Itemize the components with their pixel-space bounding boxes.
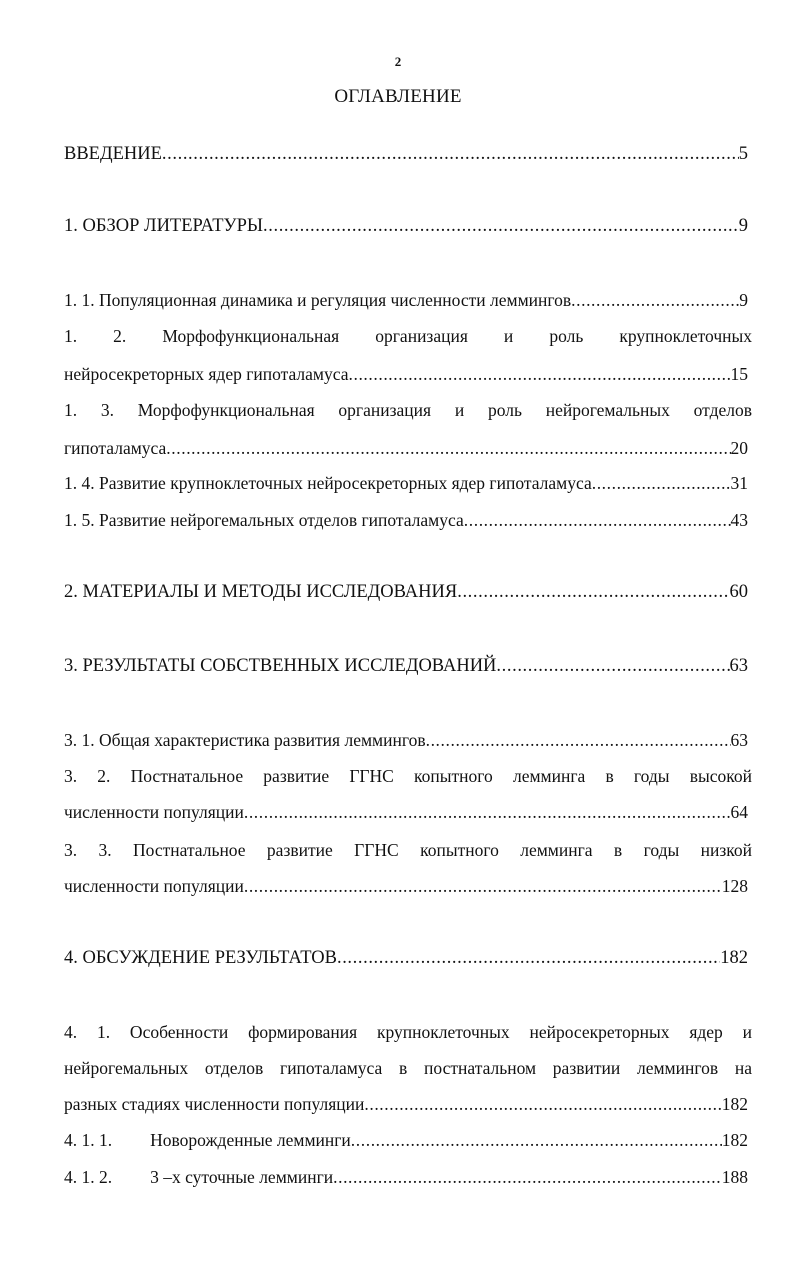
toc-leader-dots xyxy=(351,1128,722,1152)
toc-leader-dots xyxy=(464,508,731,532)
toc-entry-section-2 xyxy=(64,580,748,604)
toc-entry-section-3-1 xyxy=(64,728,748,752)
toc-entry-label: численности популяции xyxy=(64,876,244,896)
toc-entry-label: 3. 1. Общая характеристика развития леммингов xyxy=(64,730,426,750)
toc-leader-dots xyxy=(457,580,729,604)
toc-entry-page: 15 xyxy=(730,364,748,384)
toc-entry-label: нейросекреторных ядер гипоталамуса xyxy=(64,364,349,384)
toc-entry-introduction xyxy=(64,142,748,166)
toc-entry-page: 182 xyxy=(721,1094,748,1114)
toc-entry-text: 1. 3. Морфофункциональная организация и роль нейрогемальных отделов xyxy=(64,400,752,420)
toc-entry-section-3-3-line2 xyxy=(64,874,748,898)
toc-entry-number: 4. 1. 2. xyxy=(64,1167,113,1187)
toc-entry-label: 1. 5. Развитие нейрогемальных отделов гипоталамуса xyxy=(64,510,464,530)
toc-entry-section-1-3-line1 xyxy=(64,398,752,422)
toc-entry-label: 1. 1. Популяционная динамика и регуляция численности леммингов xyxy=(64,290,572,310)
toc-entry-section-4-1-line2 xyxy=(64,1056,752,1080)
toc-leader-dots xyxy=(333,1165,722,1189)
toc-entry-section-4-1-line3 xyxy=(64,1092,748,1116)
toc-leader-dots xyxy=(571,288,739,312)
toc-entry-page: 64 xyxy=(730,802,748,822)
toc-leader-dots xyxy=(364,1092,721,1116)
toc-entry-text: нейрогемальных отделов гипоталамуса в постнатальном развитии леммингов на xyxy=(64,1058,752,1078)
toc-entry-page: 9 xyxy=(738,216,748,236)
toc-entry-section-3 xyxy=(64,654,748,678)
toc-entry-page: 43 xyxy=(730,510,748,530)
toc-entry-section-3-3-line1 xyxy=(64,838,752,862)
toc-entry-section-1-1 xyxy=(64,288,748,312)
toc-entry-section-1 xyxy=(64,214,748,238)
toc-entry-section-3-2-line1 xyxy=(64,764,752,788)
toc-entry-label: 1. ОБЗОР ЛИТЕРАТУРЫ xyxy=(64,216,264,236)
toc-entry-label: 1. 4. Развитие крупноклеточных нейросекреторных ядер гипоталамуса xyxy=(64,473,592,493)
toc-entry-section-1-2-line2 xyxy=(64,362,748,386)
toc-entry-page: 188 xyxy=(721,1167,748,1187)
toc-entry-section-4-1-line1 xyxy=(64,1020,752,1044)
toc-entry-label: гипоталамуса xyxy=(64,438,167,458)
toc-entry-page: 63 xyxy=(729,656,748,676)
toc-entry-page: 5 xyxy=(738,144,748,164)
toc-leader-dots xyxy=(162,142,739,166)
toc-entry-page: 63 xyxy=(730,730,748,750)
toc-leader-dots xyxy=(244,800,731,824)
toc-leader-dots xyxy=(426,728,731,752)
toc-entry-label: 4. ОБСУЖДЕНИЕ РЕЗУЛЬТАТОВ xyxy=(64,948,337,968)
document-title: ОГЛАВЛЕНИЕ xyxy=(334,86,462,107)
toc-entry-number: 4. 1. 1. xyxy=(64,1130,113,1150)
toc-entry-section-1-3-line2 xyxy=(64,436,748,460)
toc-entry-label: ВВЕДЕНИЕ xyxy=(64,144,162,164)
toc-entry-section-4-1-1 xyxy=(64,1128,748,1152)
toc-entry-label: Новорожденные лемминги xyxy=(150,1130,351,1150)
toc-entry-section-4 xyxy=(64,946,748,970)
toc-leader-dots xyxy=(337,946,720,970)
toc-entry-page: 182 xyxy=(720,948,748,968)
toc-entry-page: 128 xyxy=(721,876,748,896)
toc-entry-page: 20 xyxy=(730,438,748,458)
toc-leader-dots xyxy=(244,874,722,898)
toc-leader-dots xyxy=(496,654,729,678)
toc-entry-section-1-4 xyxy=(64,471,748,495)
toc-leader-dots xyxy=(263,214,739,238)
toc-entry-text: 3. 3. Постнатальное развитие ГГНС копытного лемминга в годы низкой xyxy=(64,840,752,860)
toc-entry-label: 2. МАТЕРИАЛЫ И МЕТОДЫ ИССЛЕДОВАНИЯ xyxy=(64,582,458,602)
toc-leader-dots xyxy=(592,471,731,495)
page-number: 2 xyxy=(394,54,402,69)
toc-entry-label: разных стадиях численности популяции xyxy=(64,1094,365,1114)
toc-entry-section-1-5 xyxy=(64,508,748,532)
toc-entry-text: 3. 2. Постнатальное развитие ГГНС копытного лемминга в годы высокой xyxy=(64,766,752,786)
toc-entry-page: 31 xyxy=(730,473,748,493)
toc-entry-section-4-1-2 xyxy=(64,1165,748,1189)
toc-entry-section-1-2-line1 xyxy=(64,324,752,348)
toc-entry-label: 3. РЕЗУЛЬТАТЫ СОБСТВЕННЫХ ИССЛЕДОВАНИЙ xyxy=(64,656,497,676)
toc-entry-page: 182 xyxy=(721,1130,748,1150)
toc-leader-dots xyxy=(349,362,731,386)
toc-entry-label: 3 –х суточные лемминги xyxy=(150,1167,334,1187)
toc-entry-section-3-2-line2 xyxy=(64,800,748,824)
toc-entry-page: 60 xyxy=(729,582,748,602)
toc-entry-text: 4. 1. Особенности формирования крупноклеточных нейросекреторных ядер и xyxy=(64,1022,752,1042)
toc-entry-label: численности популяции xyxy=(64,802,244,822)
toc-entry-page: 9 xyxy=(739,290,748,310)
toc-leader-dots xyxy=(166,436,730,460)
toc-entry-text: 1. 2. Морфофункциональная организация и роль крупноклеточных xyxy=(64,326,752,346)
